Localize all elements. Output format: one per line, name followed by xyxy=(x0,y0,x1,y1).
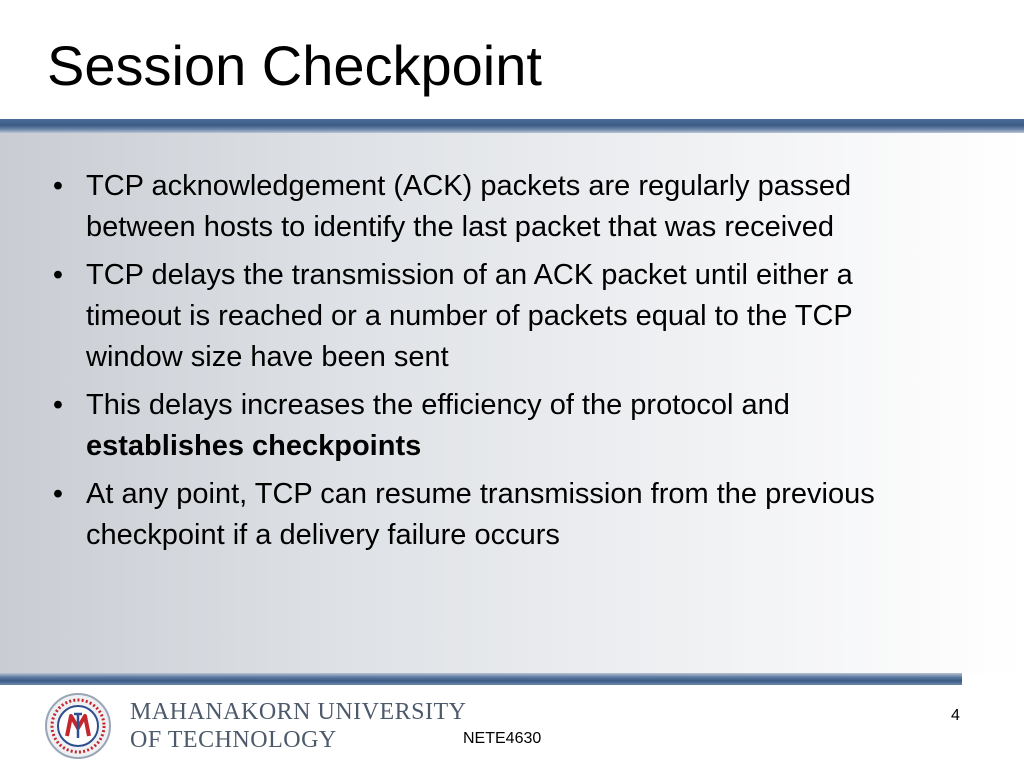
slide-title: Session Checkpoint xyxy=(47,34,542,97)
bullet-text: TCP delays the transmission of an ACK packet until either a timeout is reached or a number of packets equal to the TCP window size have been sent xyxy=(86,259,853,373)
bullet-bold-text: establishes checkpoints xyxy=(86,430,422,462)
course-code: NETE4630 xyxy=(463,730,542,747)
university-wordmark xyxy=(130,698,467,754)
bullet-item xyxy=(48,255,948,378)
university-name-line1: MAHANAKORN UNIVERSITY xyxy=(130,699,467,725)
bullet-marker: • xyxy=(52,389,64,421)
bullet-item xyxy=(48,166,948,248)
university-logo xyxy=(44,690,467,762)
footer-divider-bar xyxy=(0,673,962,685)
bullet-marker: • xyxy=(52,170,64,202)
bullet-item xyxy=(48,385,948,467)
bullet-marker: • xyxy=(52,478,64,510)
bullet-item xyxy=(48,474,948,556)
bullet-text: This delays increases the efficiency of the protocol and xyxy=(86,389,790,421)
title-divider-bar xyxy=(0,119,1024,133)
bullet-list xyxy=(48,166,948,563)
bullet-marker: • xyxy=(52,259,64,291)
university-seal-icon xyxy=(44,692,112,760)
page-number: 4 xyxy=(951,707,960,724)
bullet-text: TCP acknowledgement (ACK) packets are regularly passed between hosts to identify the last packet that was received xyxy=(86,170,852,243)
university-name-line2: OF TECHNOLOGY xyxy=(130,727,337,753)
bullet-text: At any point, TCP can resume transmission from the previous checkpoint if a delivery failure occurs xyxy=(86,478,875,551)
